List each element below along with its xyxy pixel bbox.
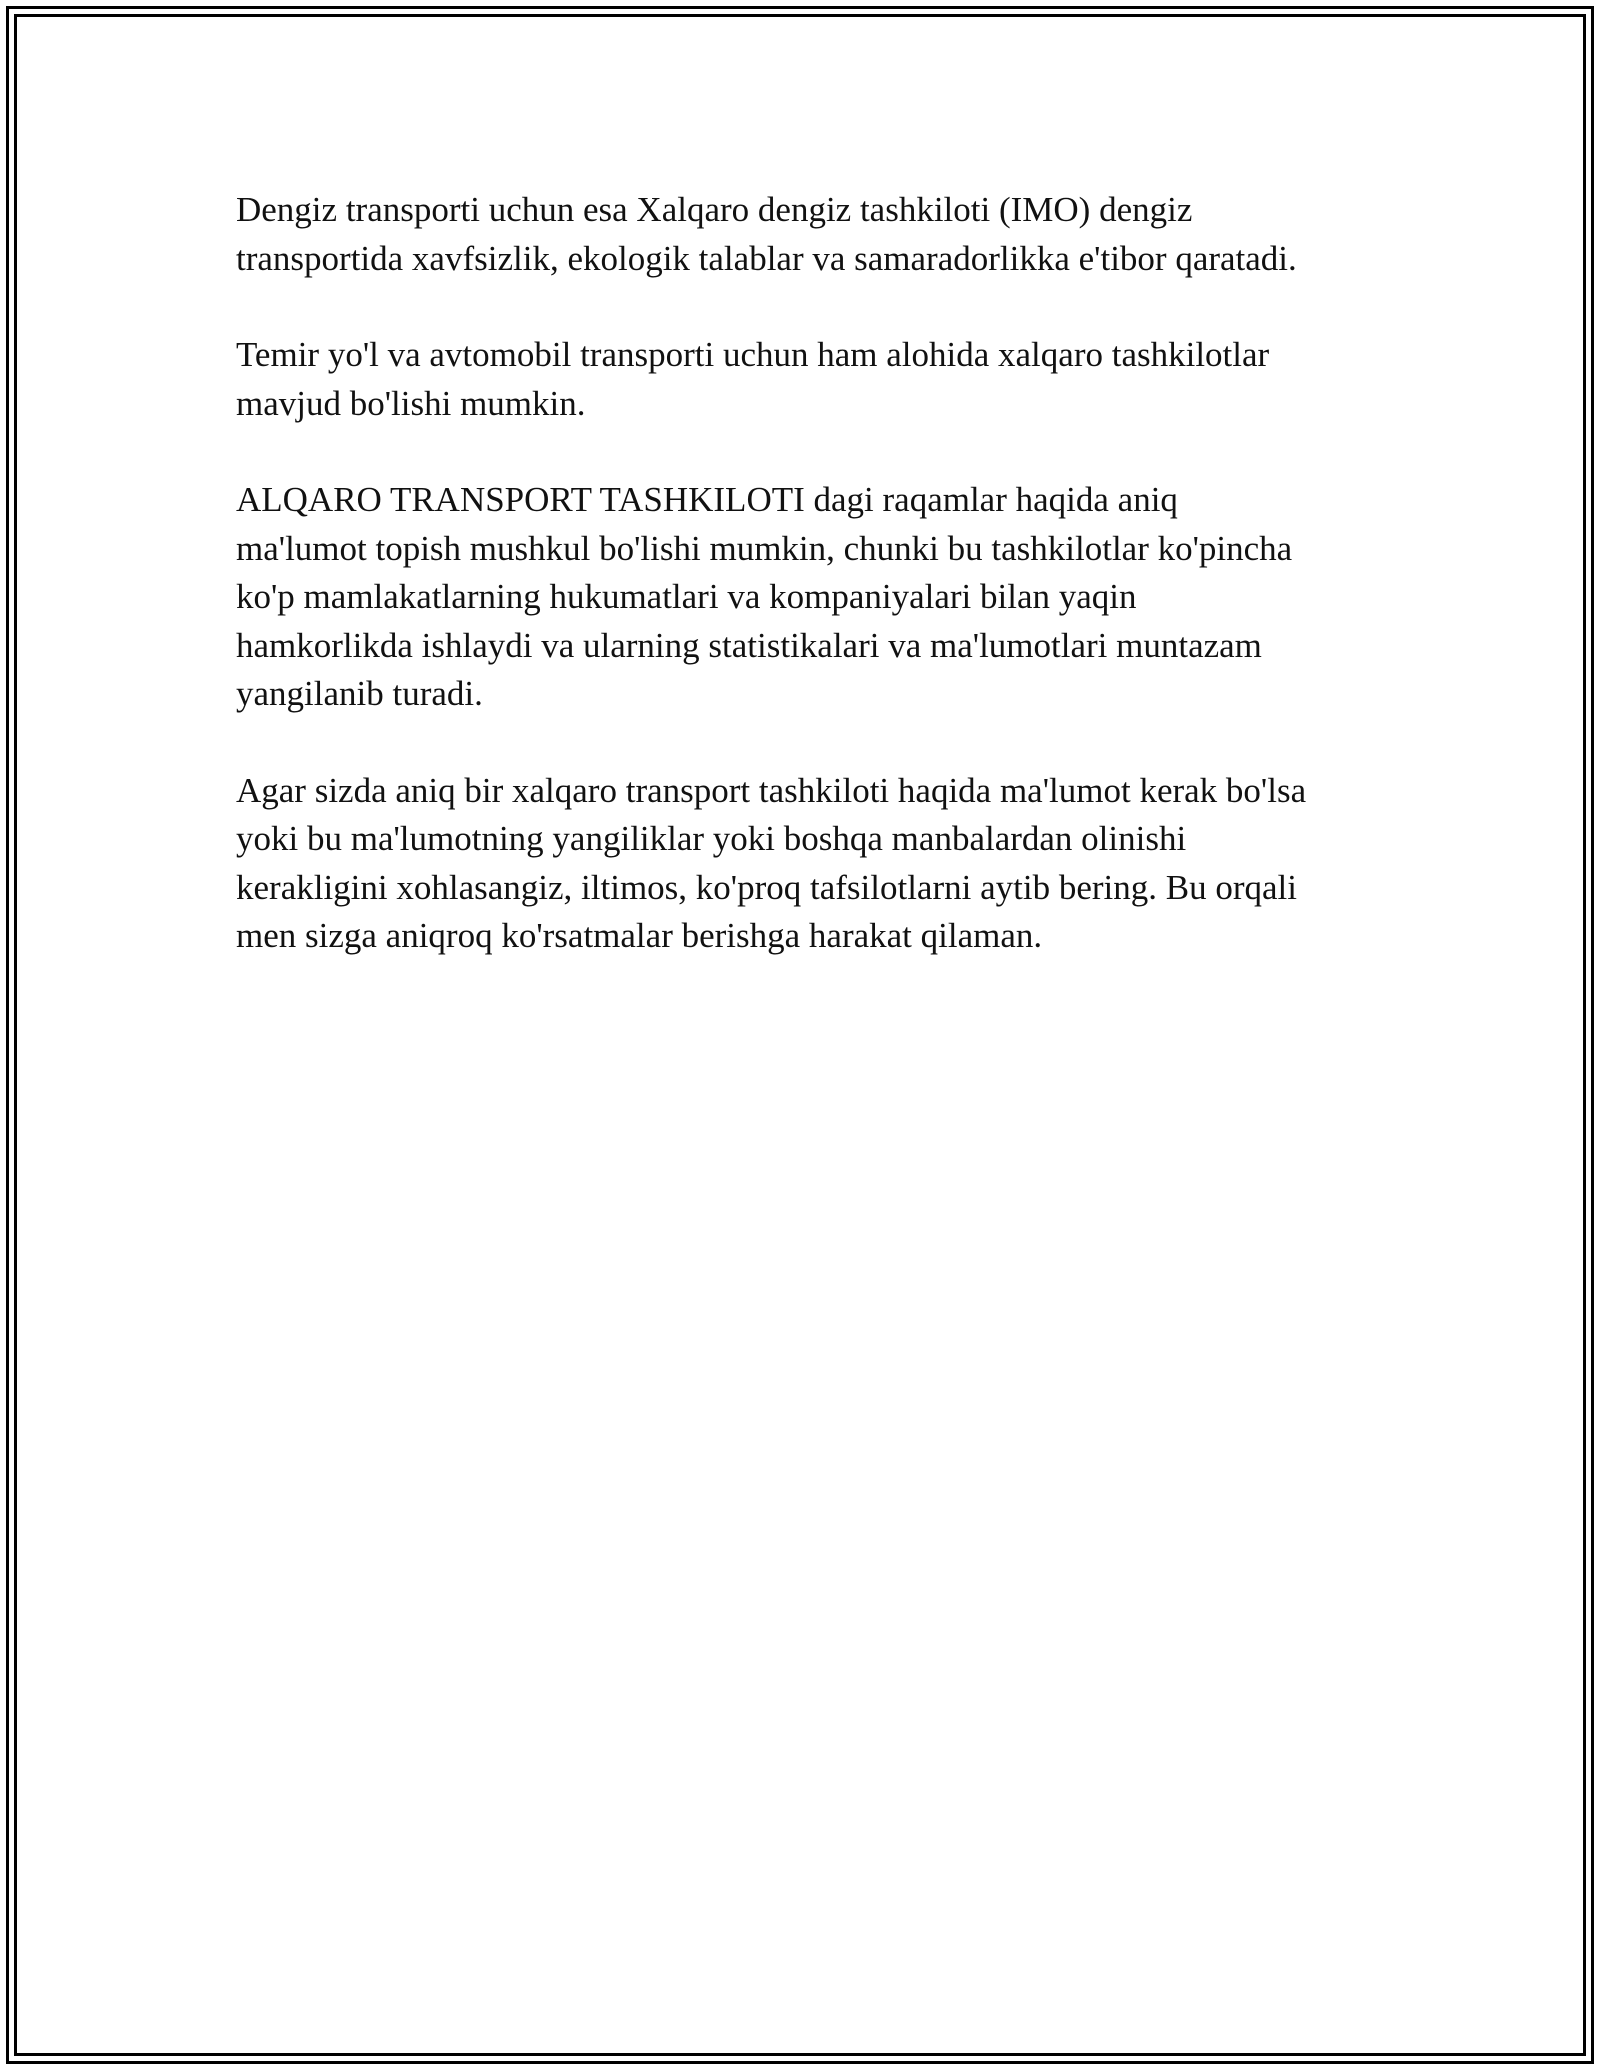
paragraph-statistics: ALQARO TRANSPORT TASHKILOTI dagi raqamlar haqida aniq ma'lumot topish mushkul bo'lishi mumkin, chunki bu tashkilotlar ko'pincha ko'p mamlakatlarning hukumatlari va kompaniyalari bilan yaqin hamkorlikda ishlaydi va ularning statistikalari va ma'lumotlari muntazam yangilanib turadi. [236, 480, 1293, 713]
paragraph-rail-road: Temir yo'l va avtomobil transporti uchun ham alohida xalqaro tashkilotlar mavjud bo'lishi mumkin. [236, 335, 1270, 423]
document-body [236, 186, 1376, 1009]
paragraph-imo: Dengiz transporti uchun esa Xalqaro dengiz tashkiloti (IMO) dengiz transportida xavfsizlik, ekologik talablar va samaradorlikka e'tibor qaratadi. [236, 190, 1297, 278]
paragraph-request: Agar sizda aniq bir xalqaro transport tashkiloti haqida ma'lumot kerak bo'lsa yoki bu ma'lumotning yangiliklar yoki boshqa manbalardan olinishi kerakligini xohlasangiz, iltimos, ko'proq tafsilotlarni aytib bering. Bu orqali men sizga aniqroq ko'rsatmalar berishga harakat qilaman. [236, 770, 1307, 955]
